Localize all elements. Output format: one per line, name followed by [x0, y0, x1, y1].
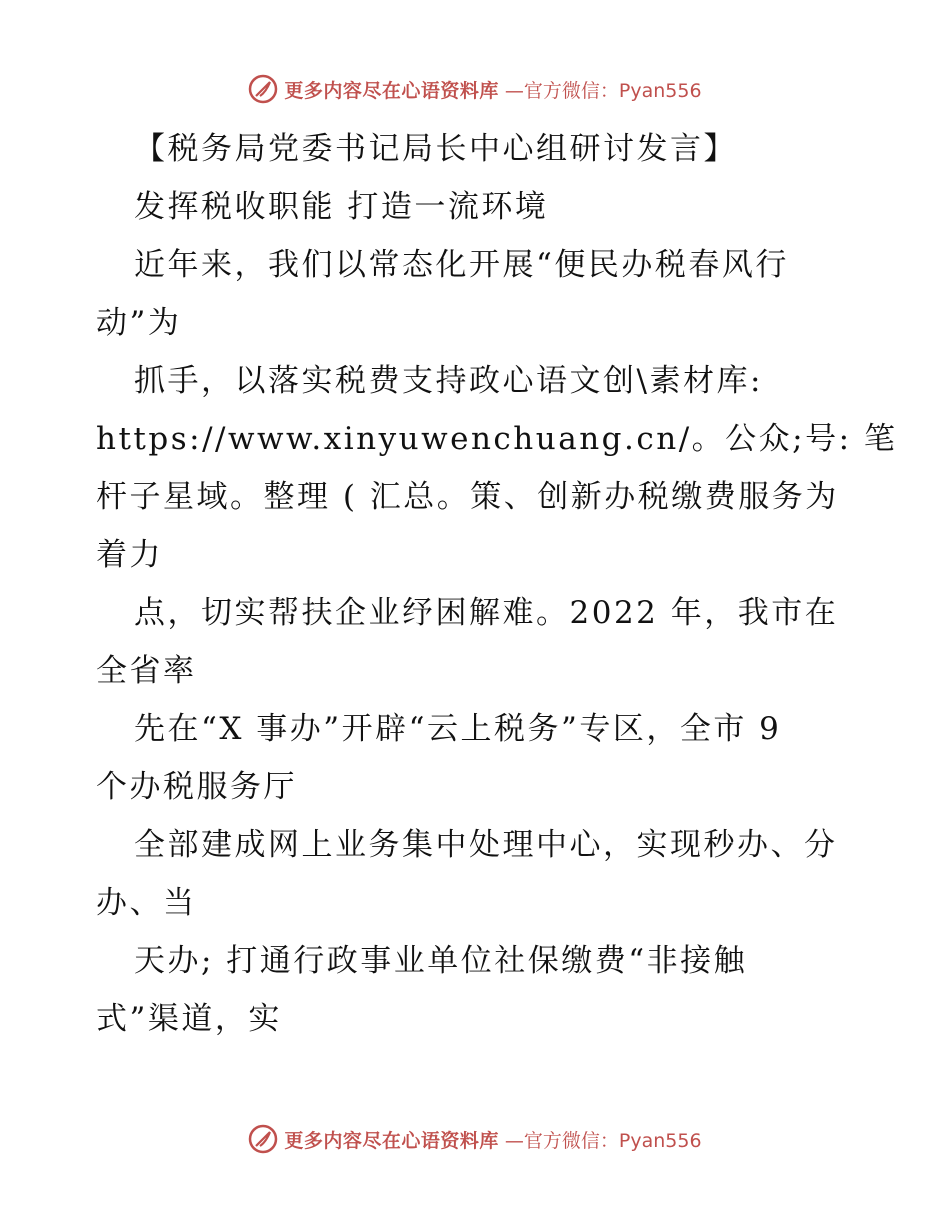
text-line: 着力 — [96, 537, 163, 573]
quill-logo-icon — [248, 74, 278, 104]
text-line: https://www.xinyuwenchuang.cn/。公众;号: 笔 — [96, 421, 898, 457]
text-line: 全部建成网上业务集中处理中心，实现秒办、分 — [134, 827, 838, 863]
watermark-text: 更多内容尽在心语资料库 — [284, 79, 499, 102]
quill-logo-icon — [248, 1124, 278, 1154]
text-line: 天办; 打通行政事业单位社保缴费“非接触 — [134, 943, 748, 979]
text-line: 近年来，我们以常态化开展“便民办税春风行 — [134, 247, 789, 283]
text-line: 动”为 — [96, 305, 182, 341]
watermark-suffix: —官方微信：Pyan556 — [504, 1129, 702, 1152]
text-line: 点，切实帮扶企业纾困解难。2022 年，我市在 — [134, 595, 839, 631]
text-line: 杆子星域。整理 ( 汇总。策、创新办税缴费服务为 — [96, 479, 839, 515]
text-line: 先在“X 事办”开辟“云上税务”专区，全市 9 — [134, 711, 782, 747]
text-line: 发挥税收职能 打造一流环境 — [134, 189, 549, 225]
text-line: 抓手，以落实税费支持政心语文创\素材库: — [134, 363, 763, 399]
text-line: 全省率 — [96, 653, 197, 689]
footer-watermark — [0, 1122, 950, 1156]
header-watermark — [0, 72, 950, 106]
document-body — [96, 120, 898, 1048]
watermark-text: 更多内容尽在心语资料库 — [284, 1129, 499, 1152]
text-line: 【税务局党委书记局长中心组研讨发言】 — [134, 131, 737, 167]
text-line: 办、当 — [96, 885, 197, 921]
watermark-suffix: —官方微信：Pyan556 — [504, 79, 702, 102]
text-line: 式”渠道，实 — [96, 1001, 282, 1037]
text-line: 个办税服务厅 — [96, 769, 297, 805]
